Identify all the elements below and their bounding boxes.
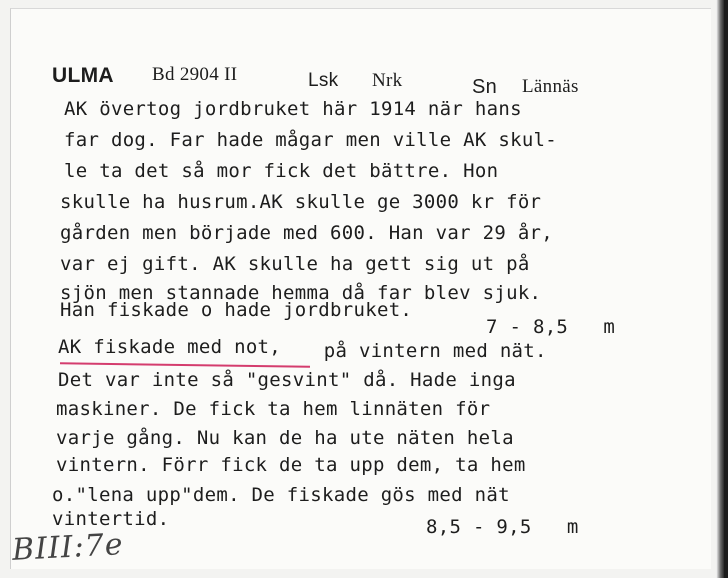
text-line: Han fiskade o hade jordbruket. (60, 299, 413, 321)
header-nrk: Nrk (372, 70, 403, 91)
card-edge (716, 0, 724, 578)
text-line: gården men började med 600. Han var 29 år, (60, 222, 554, 244)
header-lsk: Lsk (308, 70, 339, 91)
text-line: varje gång. Nu kan de ha ute näten hela (56, 427, 514, 449)
text-line: Det var inte så "gesvint" då. Hade inga (58, 369, 516, 391)
card-shadow (724, 0, 728, 578)
handwritten-archive-mark: BIII:7e (11, 527, 125, 568)
underlined-phrase: AK fiskade med not, (58, 336, 282, 358)
header-place: Lännäs (522, 76, 579, 97)
time-range-2: 8,5 - 9,5 m (426, 516, 579, 538)
text-line: på vintern med nät. (312, 340, 547, 362)
text-line: skulle ha husrum.AK skulle ge 3000 kr för (60, 191, 542, 213)
header-ref: Bd 2904 II (152, 64, 238, 85)
header-word: ULMA (52, 64, 114, 87)
header-sn: Sn (472, 76, 498, 98)
text-line: o."lena upp"dem. De fiskade gös med nät (52, 484, 510, 506)
time-range-1: 7 - 8,5 m (486, 316, 616, 338)
text-line: sjön men stannade hemma då far blev sjuk. (60, 282, 542, 304)
text-line: le ta det så mor fick det bättre. Hon (64, 160, 499, 182)
text-line: far dog. Far hade mågar men ville AK skul- (64, 129, 558, 151)
text-line: vintertid. (52, 508, 170, 530)
text-line: var ej gift. AK skulle ha gett sig ut på (60, 253, 530, 275)
text-line: vintern. Förr fick de ta upp dem, ta hem (56, 454, 526, 476)
text-line: AK övertog jordbruket här 1914 när hans (64, 98, 522, 120)
text-line: maskiner. De fick ta hem linnäten för (56, 398, 491, 420)
